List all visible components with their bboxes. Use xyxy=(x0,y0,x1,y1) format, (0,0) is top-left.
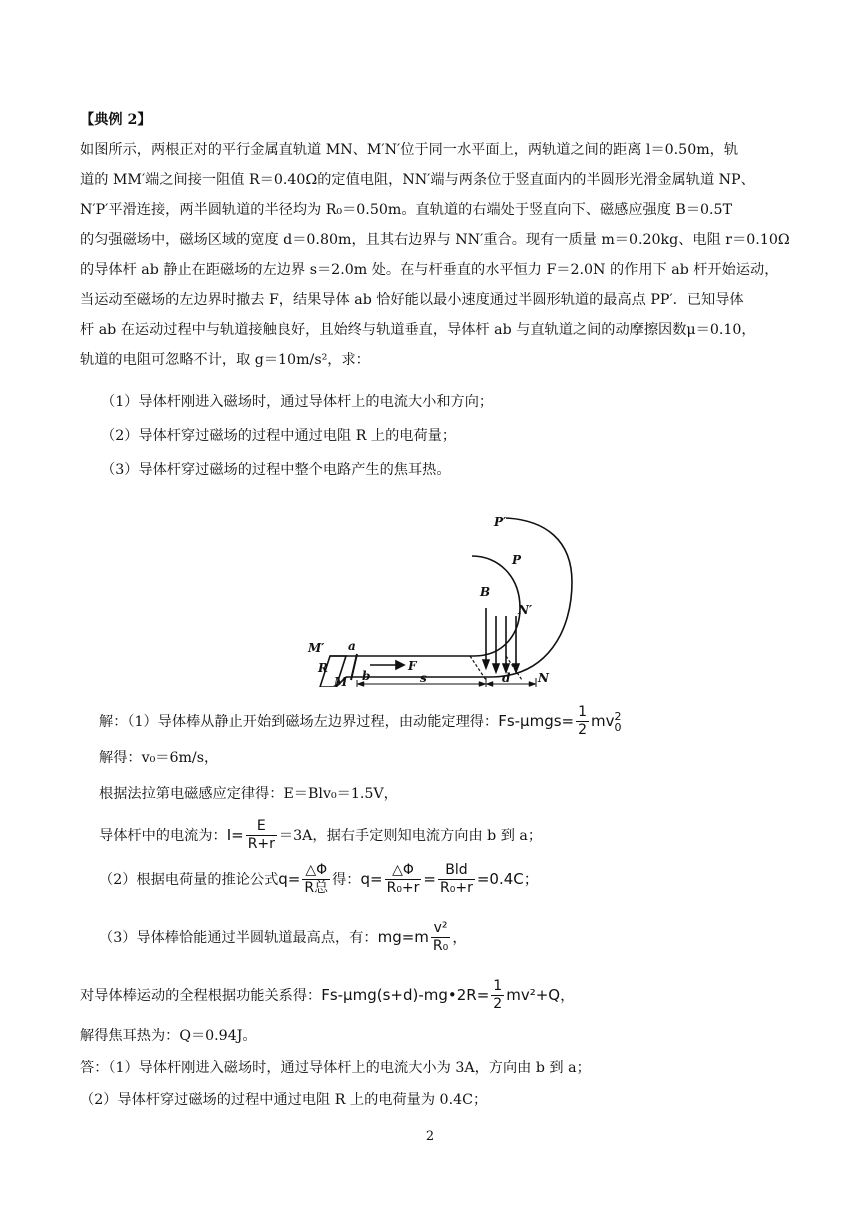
solution-step-2: 解得：v₀＝6m/s， xyxy=(99,750,219,766)
label-n: N xyxy=(538,671,549,685)
answer-1: 答：（1）导体杆刚进入磁场时，通过导体杆上的电流大小为 3A，方向由 b 到 a； xyxy=(80,1060,591,1076)
label-a: a xyxy=(348,639,356,653)
problem-line-8: 轨道的电阻可忽略不计，取 g＝10m/s²，求： xyxy=(80,352,370,368)
problem-line-2: 道的 MM′端之间接一阻值 R＝0.40Ω的定值电阻，NN′端与两条位于竖直面内的半圆形光滑金属轨道 NP、 xyxy=(80,172,755,188)
page-number: 2 xyxy=(425,1129,435,1144)
answer-2: （2）导体杆穿过磁场的过程中通过电阻 R 上的电荷量为 0.4C； xyxy=(80,1092,488,1108)
solution-step-5: （2）根据电荷量的推论公式q= $\frac{\triangle\Phi}{\text{R总}}$ 得：q= $\frac{\triangle\Phi}{\text{R₀+r}}$ = $\frac{\text{Bld}}{\text{R₀+r}}$ =0.4C； xyxy=(99,862,539,896)
solution-step-7: 对导体棒运动的全程根据功能关系得：Fs-μmg(s+d)-mg•2R= $\frac{1}{2}$ mv²+Q， xyxy=(80,978,576,1012)
problem-line-3: N′P′平滑连接，两半圆轨道的半径均为 R₀＝0.50m。直轨道的右端处于竖直向下、磁感应强度 B＝0.5T xyxy=(80,202,733,218)
problem-line-4: 的匀强磁场中，磁场区域的宽度 d＝0.80m，且其右边界与 NN′重合。现有一质量 m＝0.20kg、电阻 r＝0.10Ω xyxy=(80,232,790,248)
label-m: M xyxy=(334,675,348,687)
label-d: d xyxy=(502,671,511,685)
label-p-prime: P′ xyxy=(494,515,507,529)
problem-line-1: 如图所示，两根正对的平行金属直轨道 MN、M′N′位于同一水平面上，两轨道之间的距离 l＝0.50m，轨 xyxy=(80,142,739,158)
solution-step-1: 解：（1）导体棒从静止开始到磁场左边界过程，由动能定理得：Fs-μmgs= $\frac{1}{2}$ mv 2 0 xyxy=(99,704,622,738)
label-b-end: b xyxy=(362,669,371,683)
label-p: P xyxy=(512,553,522,567)
example-title: 【典例 2】 xyxy=(80,112,152,128)
label-f: F xyxy=(408,659,417,673)
question-2: （2）导体杆穿过磁场的过程中通过电阻 R 上的电荷量； xyxy=(101,428,457,444)
label-r: R xyxy=(318,661,328,675)
label-n-prime: N′ xyxy=(518,603,533,617)
problem-line-6: 当运动至磁场的左边界时撤去 F，结果导体 ab 恰好能以最小速度通过半圆形轨道的最高点 PP′．已知导体 xyxy=(80,292,744,308)
question-3: （3）导体杆穿过磁场的过程中整个电路产生的焦耳热。 xyxy=(101,462,451,478)
solution-step-3: 根据法拉第电磁感应定律得：E＝Blv₀＝1.5V， xyxy=(99,786,398,802)
label-b: B xyxy=(480,585,491,599)
solution-step-4: 导体杆中的电流为：I= $\frac{E}{R+r}$ ＝3A，据右手定则知电流方向由 b 到 a； xyxy=(99,818,543,852)
rail-diagram xyxy=(300,512,600,687)
question-1: （1）导体杆刚进入磁场时，通过导体杆上的电流大小和方向； xyxy=(101,394,494,410)
label-m-prime: M′ xyxy=(308,641,325,655)
solution-step-8: 解得焦耳热为：Q＝0.94J。 xyxy=(80,1028,257,1044)
problem-line-5: 的导体杆 ab 静止在距磁场的左边界 s＝2.0m 处。在与杆垂直的水平恒力 F＝2.0N 的作用下 ab 杆开始运动， xyxy=(80,262,779,278)
problem-line-7: 杆 ab 在运动过程中与轨道接触良好，且始终与轨道垂直，导体杆 ab 与直轨道之间的动摩擦因数μ＝0.10， xyxy=(80,322,756,338)
solution-step-6: （3）导体棒恰能通过半圆轨道最高点，有：mg=m $\frac{\text{v²}}{\text{R₀}}$ ， xyxy=(99,920,468,954)
label-s: s xyxy=(420,671,427,685)
